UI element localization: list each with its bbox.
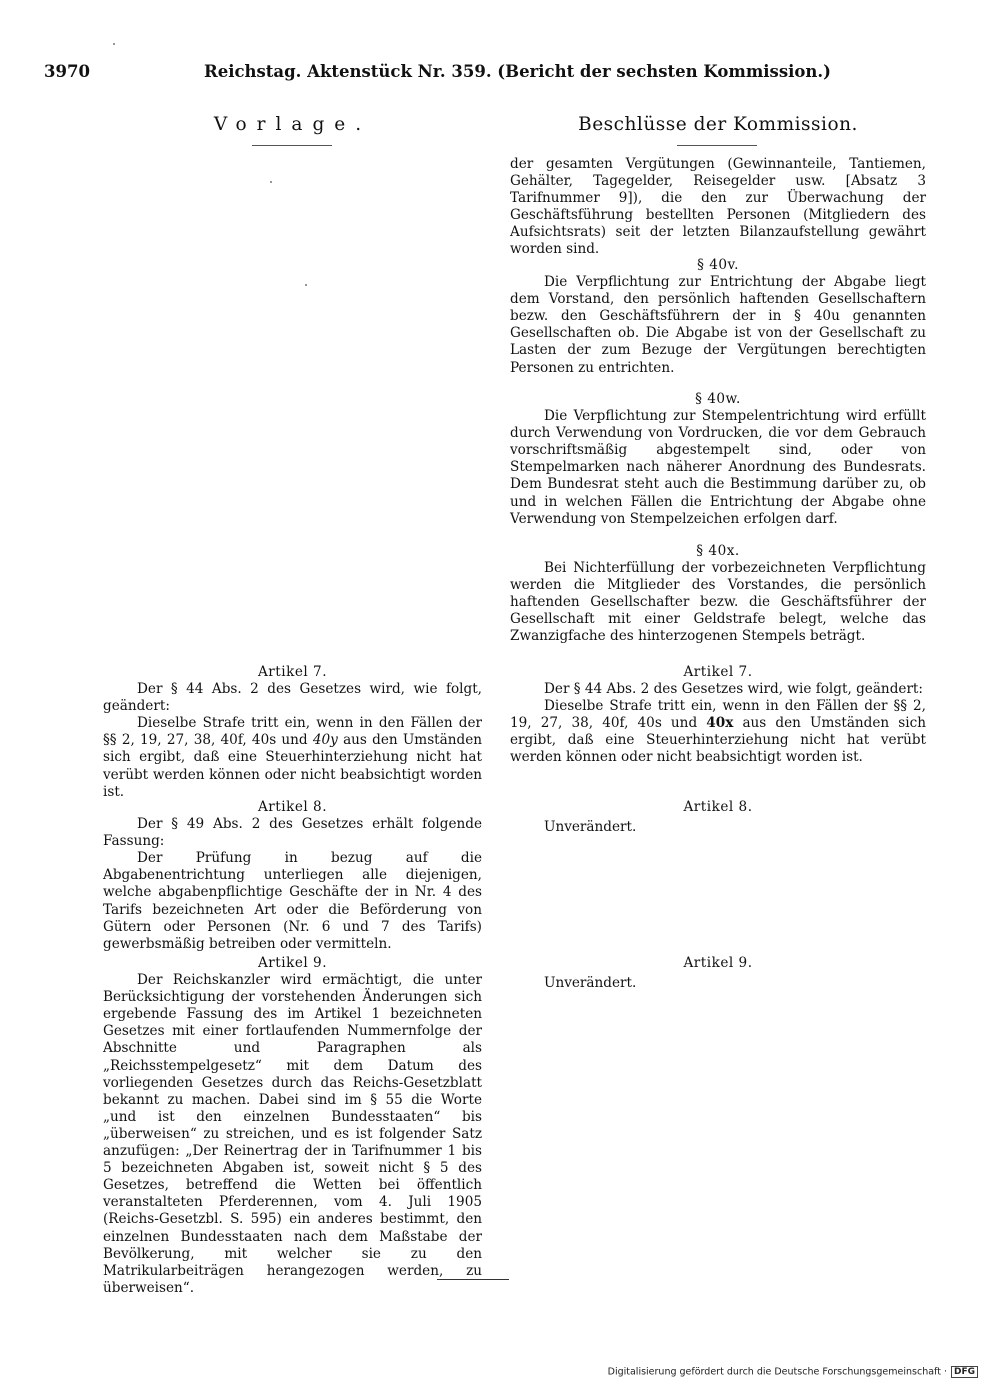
- title-rule-right: [677, 145, 757, 146]
- right-intro-block: [510, 156, 926, 259]
- scan-speck: [305, 284, 307, 286]
- right-article-9-heading: Artikel 9.: [683, 955, 753, 971]
- dfg-logo-icon: DFG: [951, 1366, 978, 1378]
- left-article-7-intro: Der § 44 Abs. 2 des Gesetzes wird, wie folgt, geändert:: [103, 681, 482, 715]
- right-article-7-ref-40x: 40x: [706, 715, 734, 732]
- left-article-7: [103, 664, 482, 801]
- section-40w-text: Die Verpflichtung zur Stempelentrichtung wird erfüllt durch Verwendung von Vordrucken, die vor dem Gebrauch vorschriftsmäßig abgestempelt sind, oder von Stempelmarken nach näherer Anordnung des Bundesrats. Dem Bundesrat steht auch die Bestimmung darüber zu, ob und in welchen Fällen die Entrichtung der Abgabe ohne Verwendung von Stempelzeichen erfolgen darf.: [510, 408, 926, 527]
- right-article-7: [510, 664, 926, 767]
- scan-speck: [113, 43, 115, 45]
- running-title: Reichstag. Aktenstück Nr. 359. (Bericht der sechsten Kommission.): [204, 62, 831, 81]
- section-40v-heading: § 40v.: [697, 257, 739, 273]
- section-40x-heading: § 40x.: [696, 543, 740, 559]
- section-40x: [510, 543, 926, 646]
- left-article-7-text: Dieselbe Strafe tritt ein, wenn in den Fällen der §§ 2, 19, 27, 38, 40f, 40s und 40y aus den Umständen sich ergibt, daß eine Steuerhinterziehung nicht hat verübt werden können oder nicht beabsichtigt worden ist.: [103, 715, 482, 800]
- right-article-7-heading: Artikel 7.: [683, 664, 753, 680]
- digitization-credit: [608, 1366, 978, 1378]
- right-article-7-text: Dieselbe Strafe tritt ein, wenn in den Fällen der §§ 2, 19, 27, 38, 40f, 40s und 40x aus den Umständen sich ergibt, daß eine Steuerhinterziehung nicht hat verübt werden können oder nicht beabsichtigt worden ist.: [510, 698, 926, 766]
- scan-speck: [270, 181, 272, 183]
- section-40w-heading: § 40w.: [695, 391, 741, 407]
- column-title-vorlage: Vorlage.: [213, 114, 372, 135]
- right-article-8-heading: Artikel 8.: [683, 799, 753, 815]
- left-article-9-heading: Artikel 9.: [257, 955, 328, 971]
- right-article-9-text: Unverändert.: [544, 975, 637, 992]
- left-article-9-text: Der Reichskanzler wird ermächtigt, die unter Berücksichtigung der vorstehenden Änderungen sich ergebende Fassung des im Artikel 1 bezeichneten Gesetzes mit einer fortlaufenden Nummernfolge der Abschnitte und Paragraphen als „Reichsstempelgesetz“ mit dem Datum des vorliegenden Gesetzes durch das Reichs-Gesetzblatt bekannt zu machen. Dabei sind im § 55 die Worte „und ist den einzelnen Bundesstaaten“ bis „überweisen“ zu streichen, und es ist folgender Satz anzufügen: „Der Reinertrag der in Tarifnummer 1 bis 5 bezeichneten Abgaben ist, soweit nicht § 5 des Gesetzes, betreffend die Wetten bei öffentlich veranstalteten Pferderennen, vom 4. Juli 1905 (Reichs-Gesetzbl. S. 595) ein anderes bestimmt, den einzelnen Bundesstaaten nach dem Maßstabe der Bevölkerung, mit welcher sie zu den Matrikularbeiträgen herangezogen werden, zu überweisen“.: [103, 972, 482, 1296]
- title-rule-left: [252, 145, 332, 146]
- digitization-credit-text: Digitalisierung gefördert durch die Deutsche Forschungsgemeinschaft ·: [607, 1366, 947, 1378]
- left-article-8-intro: Der § 49 Abs. 2 des Gesetzes erhält folgende Fassung:: [103, 816, 482, 850]
- running-header: [44, 62, 831, 86]
- closing-rule: [437, 1279, 509, 1280]
- right-article-7-intro: Der § 44 Abs. 2 des Gesetzes wird, wie folgt, geändert:: [544, 681, 923, 698]
- page-number: 3970: [44, 62, 90, 81]
- left-article-9: [103, 955, 482, 1297]
- left-article-7-ref-40y: 40y: [312, 732, 338, 749]
- right-article-8: [510, 799, 926, 836]
- section-40v-text: Die Verpflichtung zur Entrichtung der Abgabe liegt dem Vorstand, den persönlich haftenden Gesellschaftern bezw. den Geschäftsführern der in § 40u genannten Gesellschaften ob. Die Abgabe ist von der Gesellschaft zu Lasten der zum Bezuge der Vergütungen berechtigten Personen zu entrichten.: [510, 274, 926, 376]
- right-article-8-text: Unverändert.: [544, 819, 637, 836]
- right-article-9: [510, 955, 926, 992]
- section-40v: [510, 257, 926, 377]
- section-40w: [510, 391, 926, 528]
- right-intro-paragraph: der gesamten Vergütungen (Gewinnanteile, Tantiemen, Gehälter, Tagegelder, Reisegelder usw. [Absatz 3 Tarifnummer 9]), die den zur Überwachung der Geschäftsführung bestellten Personen (Mitgliedern des Aufsichtsrats) seit der letzten Bilanzaufstellung gewährt worden sind.: [510, 156, 926, 258]
- left-article-8-heading: Artikel 8.: [257, 799, 328, 815]
- section-40x-text: Bei Nichterfüllung der vorbezeichneten Verpflichtung werden die Mitglieder des Vorstandes, die persönlich haftenden Gesellschafter bezw. die Geschäftsführer der Gesellschaft mit einer Geldstrafe belegt, welche das Zwanzigfache des hinterzogenen Stempels beträgt.: [510, 560, 926, 645]
- left-article-8-text: Der Prüfung in bezug auf die Abgabenentrichtung unterliegen alle diejenigen, welche abgabenpflichtige Geschäfte der in Nr. 4 des Tarifs bezeichneten Art oder die Beförderung von Gütern oder Personen (Nr. 6 und 7 des Tarifs) gewerbsmäßig betreiben oder vermitteln.: [103, 850, 482, 952]
- left-article-8: [103, 799, 482, 953]
- left-article-7-heading: Artikel 7.: [257, 664, 328, 680]
- column-title-beschluesse: Beschlüsse der Kommission.: [578, 114, 858, 135]
